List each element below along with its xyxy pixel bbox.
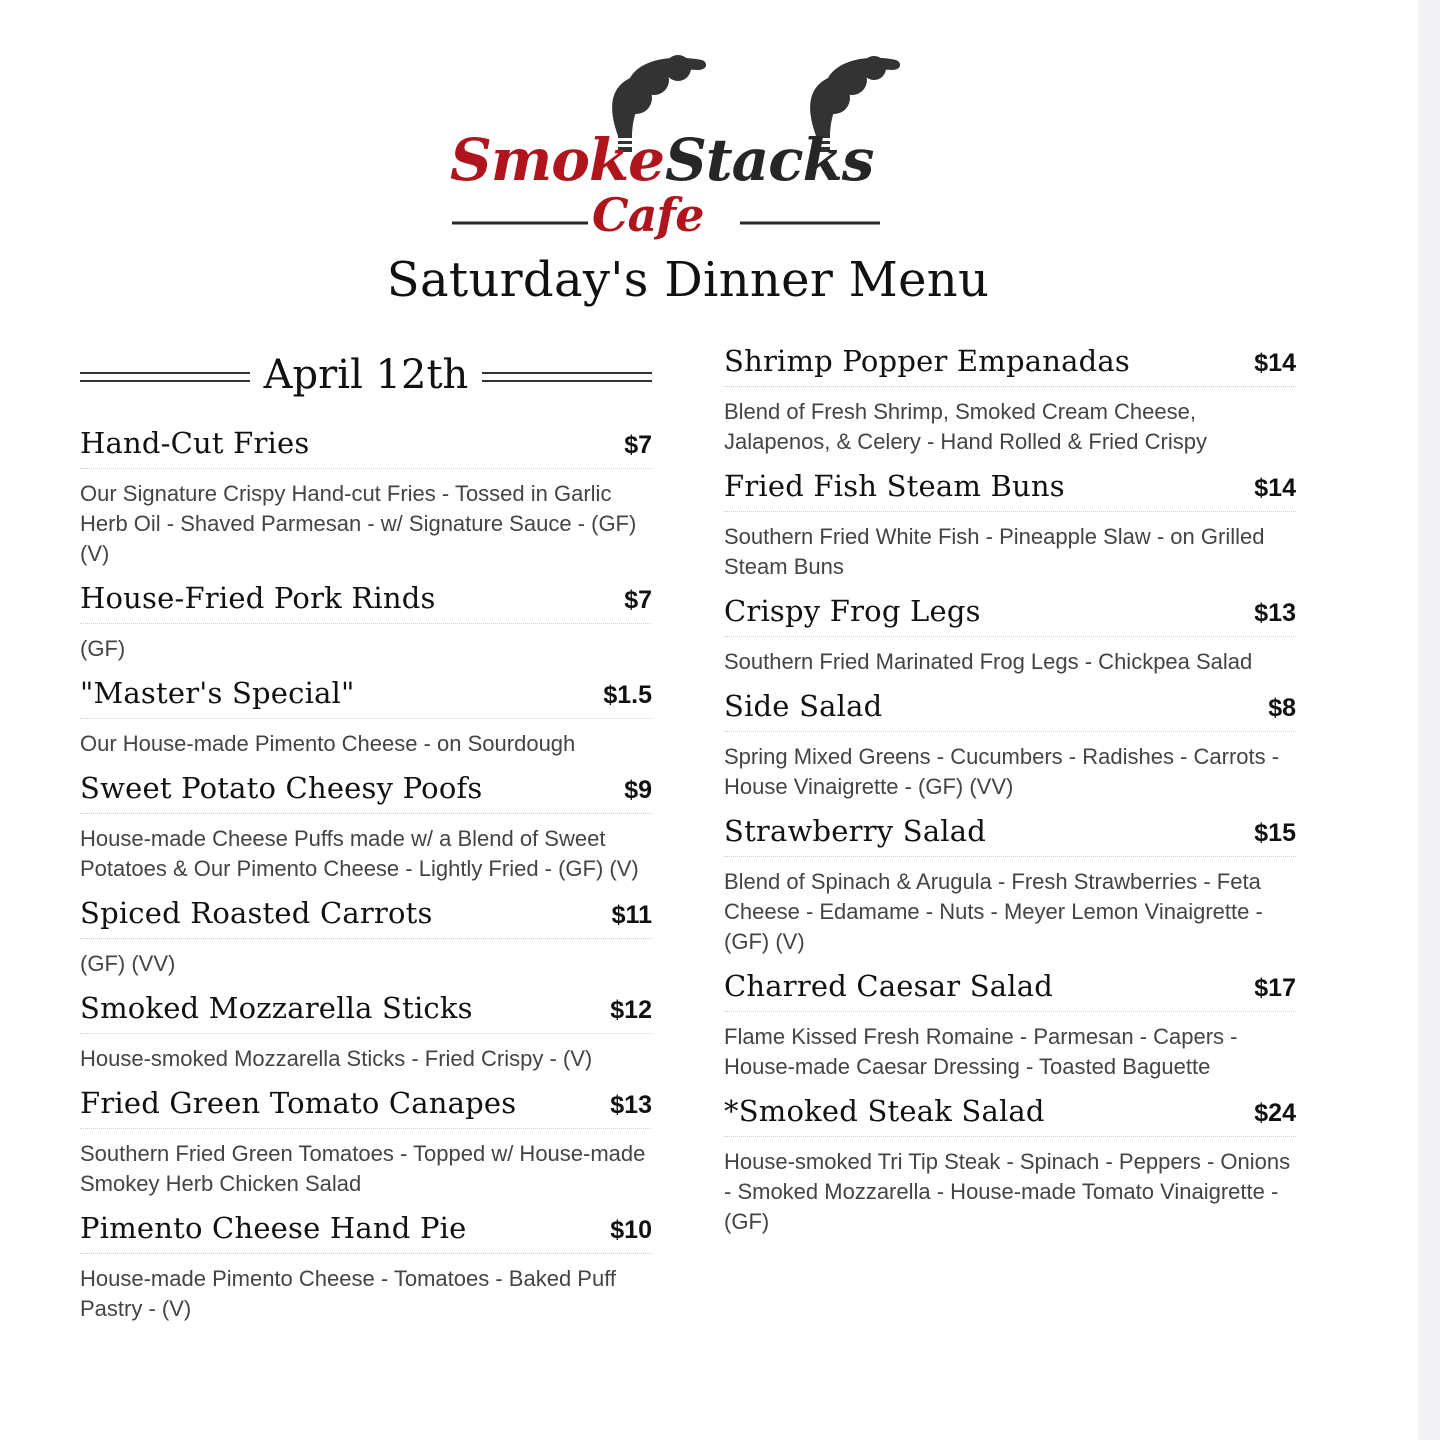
menu-item-price: $15 [1254,819,1296,847]
menu-item-header [724,689,1296,732]
menu-item-price: $9 [624,776,652,804]
menu-item-name: *Smoked Steak Salad [724,1094,1045,1128]
menu-item [724,344,1296,457]
menu-item-description: Our Signature Crispy Hand-cut Fries - Tossed in Garlic Herb Oil - Shaved Parmesan - w/ Signature Sauce - (GF) (V) [80,481,637,566]
menu-item-name: Spiced Roasted Carrots [80,896,433,930]
menu-item-price: $17 [1254,974,1296,1002]
menu-item-header [724,969,1296,1012]
menu-item-name: Shrimp Popper Empanadas [724,344,1130,378]
menu-item-description: Our House-made Pimento Cheese - on Sourdough [80,731,576,756]
menu-item [80,581,652,664]
smokestacks-cafe-logo [440,48,900,248]
menu-item [724,594,1296,677]
menu-item-header [80,581,652,624]
menu-item-price: $12 [610,996,652,1024]
logo-word-smoke: Smoke [450,126,665,194]
menu-item-name: Hand-Cut Fries [80,426,310,460]
menu-item-header [80,676,652,719]
menu-item-header [80,771,652,814]
menu-item-description: Southern Fried Green Tomatoes - Topped w/ House-made Smokey Herb Chicken Salad [80,1141,646,1196]
menu-item-header [80,1086,652,1129]
scrollbar-track[interactable] [1418,0,1440,1440]
menu-item-name: House-Fried Pork Rinds [80,581,436,615]
menu-item-name: Pimento Cheese Hand Pie [80,1211,467,1245]
menu-item-name: Strawberry Salad [724,814,987,848]
menu-item-price: $24 [1254,1099,1296,1127]
menu-item-header [80,991,652,1034]
menu-item-description: Flame Kissed Fresh Romaine - Parmesan - Capers - House-made Caesar Dressing - Toasted Baguette [724,1024,1238,1079]
menu-item-header [80,896,652,939]
menu-item-description: Spring Mixed Greens - Cucumbers - Radishes - Carrots - House Vinaigrette - (GF) (VV) [724,744,1280,799]
menu-item-description: House-smoked Mozzarella Sticks - Fried Crispy - (V) [80,1046,593,1071]
menu-item-price: $14 [1254,474,1296,502]
menu-item-name: Smoked Mozzarella Sticks [80,991,473,1025]
menu-item [80,676,652,759]
menu-item-header [724,814,1296,857]
menu-item [724,969,1296,1082]
menu-item-description: House-made Cheese Puffs made w/ a Blend of Sweet Potatoes & Our Pimento Cheese - Lightly Fried - (GF) (V) [80,826,639,881]
menu-item-name: "Master's Special" [80,676,355,710]
menu-item [724,689,1296,802]
menu-item-name: Fried Fish Steam Buns [724,469,1065,503]
menu-item-description: House-smoked Tri Tip Steak - Spinach - Peppers - Onions - Smoked Mozzarella - House-made Tomato Vinaigrette - (GF) [724,1149,1291,1234]
menu-item-price: $1.5 [603,681,652,709]
menu-item-name: Charred Caesar Salad [724,969,1054,1003]
menu-item-header [724,344,1296,387]
menu-item-header [724,1094,1296,1137]
menu-item-price: $11 [611,901,652,929]
menu-item [80,771,652,884]
menu-item-header [80,1211,652,1254]
logo-word-cafe: Cafe [592,188,704,242]
menu-column-left [80,426,652,1336]
menu-item-name: Sweet Potato Cheesy Poofs [80,771,483,805]
menu-item [80,1211,652,1324]
menu-item-name: Side Salad [724,689,883,723]
menu-item-header [80,426,652,469]
menu-date: April 12th [263,352,469,398]
menu-item-header [724,469,1296,512]
menu-item-description: Southern Fried White Fish - Pineapple Slaw - on Grilled Steam Buns [724,524,1265,579]
divider-left [80,372,250,382]
menu-item [80,426,652,569]
menu-item [724,1094,1296,1237]
menu-item [724,814,1296,957]
menu-item [724,469,1296,582]
logo-word-stacks: Stacks [665,126,874,194]
menu-column-right [724,344,1296,1249]
menu-item-description: Southern Fried Marinated Frog Legs - Chickpea Salad [724,649,1253,674]
menu-item [80,896,652,979]
menu-title: Saturday's Dinner Menu [386,252,990,308]
menu-item-header [724,594,1296,637]
menu-item-price: $8 [1268,694,1296,722]
menu-item-price: $13 [610,1091,652,1119]
divider-right [482,372,652,382]
menu-item-description: House-made Pimento Cheese - Tomatoes - Baked Puff Pastry - (V) [80,1266,617,1321]
date-header [80,352,652,408]
menu-item-name: Fried Green Tomato Canapes [80,1086,517,1120]
menu-item-description: (GF) (VV) [80,951,176,976]
menu-item-price: $14 [1254,349,1296,377]
menu-item-description: (GF) [80,636,126,661]
menu-item [80,991,652,1074]
menu-item-price: $7 [624,586,652,614]
menu-item-description: Blend of Fresh Shrimp, Smoked Cream Cheese, Jalapenos, & Celery - Hand Rolled & Fried Crispy [724,399,1207,454]
menu-item [80,1086,652,1199]
menu-item-description: Blend of Spinach & Arugula - Fresh Strawberries - Feta Cheese - Edamame - Nuts - Meyer Lemon Vinaigrette - (GF) (V) [724,869,1263,954]
menu-item-name: Crispy Frog Legs [724,594,981,628]
menu-item-price: $13 [1254,599,1296,627]
menu-item-price: $10 [610,1216,652,1244]
menu-item-price: $7 [624,431,652,459]
